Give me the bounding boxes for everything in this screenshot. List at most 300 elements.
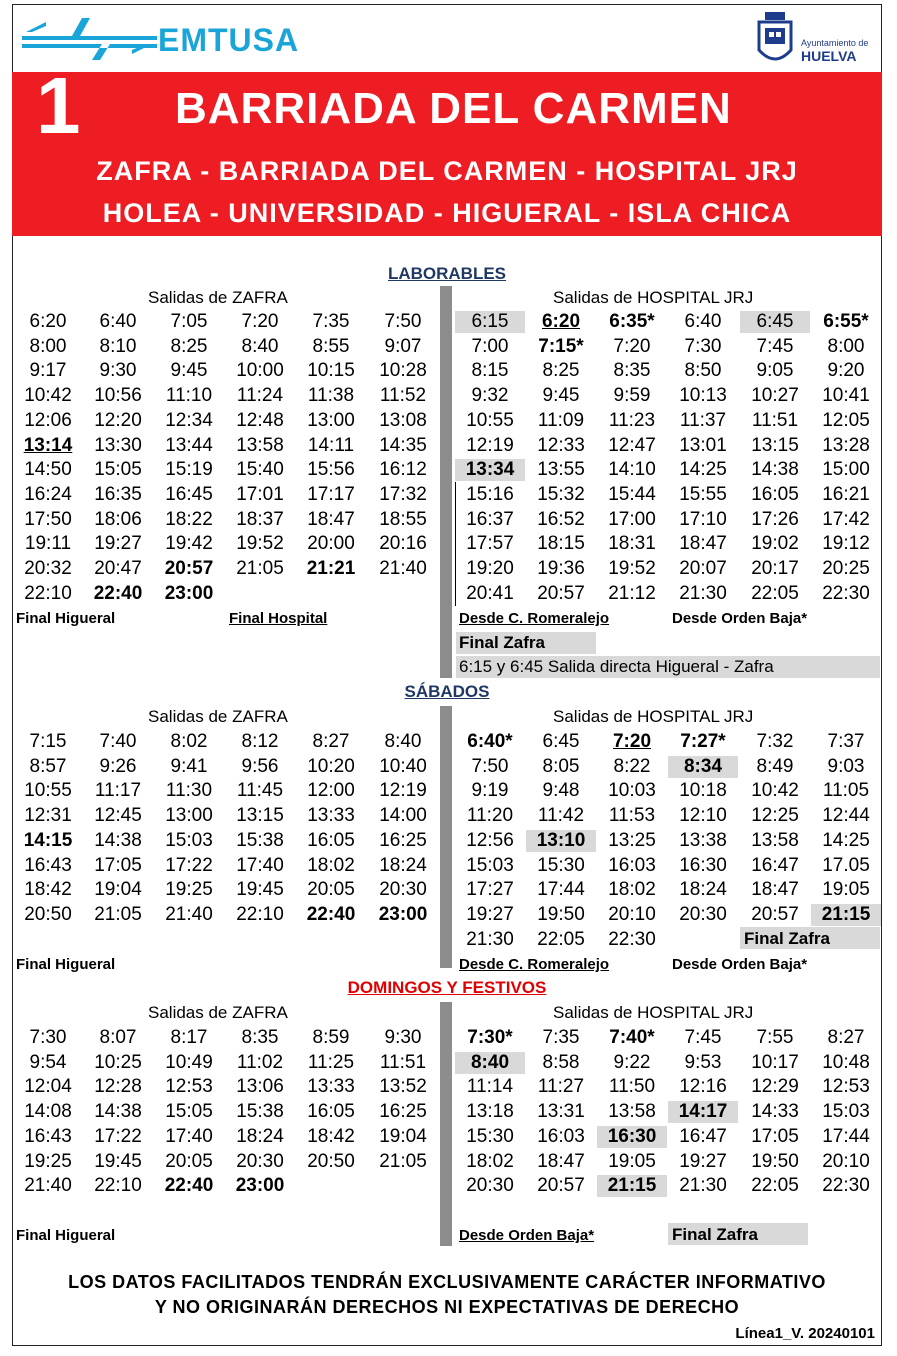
departure-time: 6:40* — [467, 731, 513, 752]
departure-time: 8:58 — [542, 1051, 580, 1073]
departure-time: 8:17 — [170, 1027, 208, 1048]
departure-time: 18:47 — [537, 1150, 585, 1172]
departure-time: 8:57 — [29, 755, 67, 777]
route-number: 1 — [36, 61, 81, 150]
departure-time: 21:40 — [379, 558, 427, 579]
column-separator — [440, 706, 452, 968]
departure-time: 12:31 — [24, 805, 72, 827]
departure-time: 11:10 — [165, 385, 213, 407]
departure-time: 17:44 — [537, 879, 585, 901]
departure-time: 20:30 — [466, 1175, 514, 1197]
departure-time: 17:00 — [608, 508, 656, 530]
coat-of-arms-icon — [755, 12, 795, 68]
departure-time: 11:51 — [379, 1051, 427, 1073]
departure-time: 13:52 — [379, 1076, 427, 1098]
departure-time: 15:55 — [679, 483, 727, 505]
route-stops-line-1: ZAFRA - BARRIADA DEL CARMEN - HOSPITAL JRJ — [96, 156, 798, 186]
departure-time: 18:47 — [307, 508, 355, 530]
note-desde-romeralejo: Desde C. Romeralejo — [459, 956, 610, 973]
departure-time: 20:10 — [608, 903, 656, 925]
departure-time: 18:31 — [608, 533, 656, 555]
departure-time: 19:42 — [165, 533, 213, 555]
departure-time: 22:05 — [751, 582, 799, 604]
departure-time: 13:00 — [307, 409, 355, 431]
departure-time: 16:47 — [751, 854, 799, 876]
departure-time: 15:05 — [165, 1101, 213, 1123]
column-separator — [440, 286, 452, 678]
right-column-label: Salidas de HOSPITAL JRJ — [553, 1003, 754, 1022]
departure-time: 17:22 — [165, 854, 213, 876]
huelva-logo — [755, 12, 869, 73]
departure-time: 21:40 — [165, 903, 213, 925]
departure-time: 11:24 — [236, 385, 284, 407]
departure-time: 21:30 — [679, 582, 727, 604]
departure-time: 7:15 — [29, 731, 67, 752]
departure-time: 14:38 — [94, 1101, 142, 1123]
departure-time: 9:26 — [99, 755, 137, 777]
departure-time: 14:38 — [94, 829, 142, 851]
note-final-higueral: Final Higueral — [16, 956, 116, 973]
departure-time: 9:53 — [684, 1051, 722, 1073]
departure-time: 12:25 — [751, 805, 799, 827]
departure-time: 22:10 — [94, 1175, 142, 1197]
departure-time: 19:05 — [822, 879, 870, 901]
departure-time: 22:05 — [751, 1175, 799, 1197]
departure-time: 17:01 — [236, 483, 284, 505]
departure-time: 11:52 — [379, 385, 427, 407]
departure-time: 19:50 — [537, 903, 585, 925]
departure-time: 20:57 — [537, 582, 585, 604]
departure-time: 20:41 — [466, 582, 514, 604]
departure-time: 8:35 — [241, 1027, 279, 1048]
departure-time: 19:04 — [379, 1125, 427, 1147]
departure-time: 8:50 — [684, 360, 722, 382]
departure-time: 9:45 — [170, 360, 208, 382]
departure-time: 15:03 — [165, 829, 213, 851]
departure-time: 18:24 — [679, 879, 727, 901]
departure-time: 11:09 — [537, 409, 585, 431]
departure-time: 9:30 — [99, 360, 137, 382]
departure-time: 6:20 — [29, 311, 67, 332]
departure-time: 13:58 — [236, 434, 284, 456]
departure-time: 12:34 — [165, 409, 213, 431]
departure-time: 8:27 — [827, 1027, 865, 1048]
departure-time: 18:02 — [466, 1150, 514, 1172]
departure-time: 20:16 — [379, 533, 427, 555]
departure-time: 8:49 — [756, 755, 794, 777]
departure-time: 18:47 — [679, 533, 727, 555]
departure-time: 20:00 — [307, 533, 355, 555]
departure-time: 15:30 — [466, 1125, 514, 1147]
departure-time: 19:52 — [236, 533, 284, 555]
departure-time: 19:27 — [679, 1150, 727, 1172]
departure-time: 16:05 — [307, 829, 355, 851]
departure-time: 6:55* — [823, 311, 869, 332]
departure-time: 6:45 — [740, 311, 810, 333]
departure-time: 10:49 — [165, 1051, 213, 1073]
departure-time: 17:22 — [94, 1125, 142, 1147]
departure-time: 20:17 — [751, 558, 799, 579]
departure-time: 16:24 — [24, 483, 72, 505]
departure-time: 19:50 — [751, 1150, 799, 1172]
departure-time: 8:59 — [312, 1027, 350, 1048]
departure-time: 7:05 — [170, 311, 208, 332]
departure-time: 7:15* — [538, 335, 584, 357]
departure-time: 17:57 — [466, 533, 514, 555]
departure-time: 12:00 — [307, 780, 355, 802]
departure-time: 9:19 — [471, 780, 509, 802]
departure-time: 19:20 — [466, 558, 514, 579]
departure-time: 10:20 — [307, 755, 355, 777]
city-name: HUELVA — [801, 48, 857, 64]
departure-time: 16:21 — [822, 483, 870, 505]
departure-time: 10:00 — [236, 360, 284, 382]
departure-time: 11:37 — [679, 409, 727, 431]
departure-time: 11:14 — [466, 1076, 514, 1098]
departure-time: 14:25 — [679, 459, 727, 481]
departure-time: 7:30 — [684, 335, 722, 357]
departure-time: 20:30 — [236, 1150, 284, 1172]
departure-time: 14:17 — [668, 1101, 738, 1123]
departure-time: 9:07 — [384, 335, 422, 357]
departure-time: 14:00 — [379, 805, 427, 827]
departure-time: 19:11 — [24, 533, 72, 555]
departure-time: 11:38 — [307, 385, 355, 407]
right-column-label: Salidas de HOSPITAL JRJ — [553, 707, 754, 726]
departure-time: 9:54 — [29, 1051, 67, 1073]
departure-time: 16:37 — [466, 508, 514, 530]
departure-time: 8:25 — [542, 360, 580, 382]
departure-time: 7:30* — [467, 1027, 513, 1048]
departure-time: 16:47 — [679, 1125, 727, 1147]
departure-time: 20:25 — [822, 558, 870, 579]
departure-time: 14:15 — [23, 829, 73, 851]
departure-time: 7:45 — [684, 1027, 722, 1048]
departure-time: 12:53 — [822, 1076, 870, 1098]
departure-time: 13:33 — [307, 805, 355, 827]
departure-time: 13:58 — [608, 1101, 656, 1123]
departure-time: 9:48 — [542, 780, 580, 802]
departure-time: 9:17 — [29, 360, 67, 382]
departure-time: 20:32 — [24, 558, 72, 579]
departure-time: 11:27 — [537, 1076, 585, 1098]
departure-time: 8:40 — [384, 731, 422, 752]
route-title: BARRIADA DEL CARMEN — [175, 84, 732, 133]
departure-time: 15:03 — [466, 854, 514, 876]
departure-time: 10:42 — [24, 385, 72, 407]
departure-time: 20:57 — [537, 1175, 585, 1197]
departure-time: 8:07 — [99, 1027, 137, 1048]
departure-time: 7:20 — [241, 311, 279, 332]
departure-time: 12:44 — [822, 805, 870, 827]
departure-time: 15:40 — [236, 459, 284, 481]
departure-time: 14:11 — [307, 434, 355, 456]
note-final-zafra: Final Zafra — [459, 633, 545, 652]
departure-time: 16:25 — [379, 1101, 427, 1123]
departure-time: 9:22 — [613, 1051, 651, 1073]
departure-time: 15:56 — [307, 459, 355, 481]
departure-time: 16:12 — [379, 459, 427, 481]
departure-time: 15:03 — [822, 1101, 870, 1123]
departure-time: 6:35* — [609, 311, 655, 332]
departure-time: 11:23 — [608, 409, 656, 431]
departure-time: 7:20 — [613, 335, 651, 357]
departure-time: 8:22 — [613, 755, 651, 777]
departure-time: 23:00 — [378, 903, 428, 925]
departure-time: 8:35 — [613, 360, 651, 382]
departure-time: 22:30 — [608, 928, 656, 950]
departure-time: 14:50 — [24, 459, 72, 481]
departure-time: 8:40 — [241, 335, 279, 357]
departure-time: 18:42 — [307, 1125, 355, 1147]
departure-time: 21:40 — [24, 1175, 72, 1197]
departure-time: 17:26 — [751, 508, 799, 530]
section-title-laborables: LABORABLES — [387, 264, 507, 283]
disclaimer-line-1: LOS DATOS FACILITADOS TENDRÁN EXCLUSIVAMENTE CARÁCTER INFORMATIVO — [68, 1272, 826, 1292]
departure-time: 21:30 — [679, 1175, 727, 1197]
departure-time: 12:53 — [165, 1076, 213, 1098]
version-label: Línea1_V. 20240101 — [735, 1325, 875, 1342]
departure-time: 19:25 — [24, 1150, 72, 1172]
departure-time: 11:30 — [165, 780, 213, 802]
departure-time: 8:12 — [241, 731, 279, 752]
note-final-hospital: Final Hospital — [229, 610, 328, 627]
departure-time: 21:12 — [608, 582, 656, 604]
departure-time: 13:10 — [526, 830, 596, 852]
departure-time: 8:34 — [668, 756, 738, 778]
departure-time: 16:43 — [24, 854, 72, 876]
departure-time: 12:56 — [466, 829, 514, 851]
departure-time: 22:30 — [822, 582, 870, 604]
departure-time: 22:40 — [306, 903, 356, 925]
departure-time: 19:45 — [236, 879, 284, 901]
departure-time: 11:51 — [751, 409, 799, 431]
departure-time: 10:42 — [751, 780, 799, 802]
departure-time: 21:05 — [94, 903, 142, 925]
departure-time: 10:27 — [751, 385, 799, 407]
departure-time: 14:10 — [608, 459, 656, 481]
departure-time: 13:01 — [679, 434, 727, 456]
departure-time: 17:40 — [165, 1125, 213, 1147]
departure-time: 19:45 — [94, 1150, 142, 1172]
departure-time: 11:53 — [608, 805, 656, 827]
departure-time: 18:06 — [94, 508, 142, 530]
departure-time: 16:52 — [537, 508, 585, 530]
departure-time: 9:56 — [241, 755, 279, 777]
departure-time: 23:00 — [235, 1175, 285, 1197]
departure-time: 11:42 — [537, 805, 585, 827]
departure-time: 19:12 — [822, 533, 870, 555]
departure-time: 17:17 — [307, 483, 355, 505]
departure-time: 19:52 — [608, 558, 656, 579]
departure-time: 22:10 — [236, 903, 284, 925]
column-separator — [440, 1002, 452, 1246]
departure-time: 7:27* — [680, 731, 726, 752]
departure-time: 11:20 — [466, 805, 514, 827]
departure-time: 21:15 — [597, 1175, 667, 1197]
departure-time: 14:33 — [751, 1101, 799, 1123]
departure-time: 15:44 — [608, 483, 656, 505]
departure-time: 18:42 — [24, 879, 72, 901]
departure-time: 13:55 — [537, 459, 585, 481]
departure-time: 13:15 — [751, 434, 799, 456]
departure-time: 10:17 — [751, 1051, 799, 1073]
right-column-label: Salidas de HOSPITAL JRJ — [553, 288, 754, 307]
departure-time: 17:42 — [822, 508, 870, 530]
departure-time: 12:06 — [24, 409, 72, 431]
departure-time: 13:34 — [455, 459, 525, 481]
departure-time: 20:10 — [822, 1150, 870, 1172]
departure-time: 20:05 — [165, 1150, 213, 1172]
departure-time: 16:05 — [307, 1101, 355, 1123]
departure-time: 15:00 — [822, 459, 870, 481]
departure-time: 20:50 — [307, 1150, 355, 1172]
departure-time: 20:50 — [24, 903, 72, 925]
route-stops-line-2: HOLEA - UNIVERSIDAD - HIGUERAL - ISLA CHICA — [102, 198, 792, 228]
departure-time: 6:45 — [542, 731, 580, 752]
departure-time: 13:31 — [537, 1101, 585, 1123]
note-desde-orden-baja: Desde Orden Baja* — [672, 610, 808, 627]
departure-time: 7:35 — [542, 1027, 580, 1048]
departure-time: 7:50 — [471, 755, 509, 777]
departure-time: 19:25 — [165, 879, 213, 901]
departure-time: 9:41 — [170, 755, 208, 777]
departure-time: 13:06 — [236, 1076, 284, 1098]
note-final-zafra: Final Zafra — [744, 929, 830, 948]
departure-time: 15:16 — [466, 483, 514, 505]
note-final-higueral: Final Higueral — [16, 1227, 116, 1244]
note-final-zafra: Final Zafra — [672, 1225, 758, 1244]
departure-time: 15:30 — [537, 854, 585, 876]
departure-time: 13:38 — [679, 829, 727, 851]
departure-time: 22:40 — [164, 1175, 214, 1197]
departure-time: 17:32 — [379, 483, 427, 505]
departure-time: 22:40 — [93, 582, 143, 604]
section-title-sabados: SÁBADOS — [404, 682, 490, 701]
departure-time: 17.05 — [822, 854, 870, 876]
departure-time: 8:05 — [542, 755, 580, 777]
departure-time: 22:30 — [822, 1175, 870, 1197]
departure-time: 12:16 — [679, 1076, 727, 1098]
departure-time: 17:44 — [822, 1125, 870, 1147]
departure-time: 15:38 — [236, 829, 284, 851]
left-column-label: Salidas de ZAFRA — [148, 1003, 288, 1022]
departure-time: 18:15 — [537, 533, 585, 555]
departure-time: 13:18 — [466, 1101, 514, 1123]
departure-time: 12:05 — [822, 409, 870, 431]
departure-time: 7:00 — [471, 335, 509, 357]
departure-time: 16:43 — [24, 1125, 72, 1147]
departure-time: 12:47 — [608, 434, 656, 456]
departure-time: 6:15 — [455, 311, 525, 333]
departure-time: 15:38 — [236, 1101, 284, 1123]
departure-time: 19:04 — [94, 879, 142, 901]
departure-time: 8:00 — [29, 335, 67, 357]
departure-time: 12:33 — [537, 434, 585, 456]
departure-time: 7:55 — [756, 1027, 794, 1048]
departure-time: 9:20 — [827, 360, 865, 382]
departure-time: 22:05 — [537, 928, 585, 950]
departure-time: 12:19 — [379, 780, 427, 802]
note-desde-romeralejo: Desde C. Romeralejo — [459, 610, 610, 627]
departure-time: 9:45 — [542, 385, 580, 407]
departure-time: 12:48 — [236, 409, 284, 431]
departure-time: 11:50 — [608, 1076, 656, 1098]
departure-time: 15:05 — [94, 459, 142, 481]
departure-time: 9:03 — [827, 755, 865, 777]
departure-time: 20:30 — [379, 879, 427, 901]
departure-time: 6:40 — [684, 311, 722, 332]
departure-time: 12:04 — [24, 1076, 72, 1098]
disclaimer-line-2: Y NO ORIGINARÁN DERECHOS NI EXPECTATIVAS DE DERECHO — [154, 1297, 740, 1317]
departure-time: 19:02 — [751, 533, 799, 555]
departure-time: 12:28 — [94, 1076, 142, 1098]
departure-time: 10:55 — [24, 780, 72, 802]
departure-time: 12:19 — [466, 434, 514, 456]
city-caption: Ayuntamiento de — [801, 38, 869, 48]
departure-time: 19:05 — [608, 1150, 656, 1172]
departure-time: 14:38 — [751, 459, 799, 481]
departure-time: 8:00 — [827, 335, 865, 357]
departure-time: 17:05 — [94, 854, 142, 876]
departure-time: 21:21 — [306, 558, 356, 579]
departure-time: 9:32 — [471, 385, 509, 407]
departure-time: 17:05 — [751, 1125, 799, 1147]
departure-time: 10:13 — [679, 385, 727, 407]
departure-time: 17:50 — [24, 508, 72, 530]
departure-time: 10:56 — [94, 385, 142, 407]
departure-time: 17:40 — [236, 854, 284, 876]
departure-time: 13:58 — [751, 829, 799, 851]
departure-time: 7:45 — [756, 335, 794, 357]
departure-time: 7:50 — [384, 311, 422, 332]
departure-time: 7:40* — [609, 1027, 655, 1048]
departure-time: 15:19 — [165, 459, 213, 481]
departure-time: 16:25 — [379, 829, 427, 851]
departure-time: 8:25 — [170, 335, 208, 357]
departure-time: 20:57 — [164, 558, 214, 579]
departure-time: 16:35 — [94, 483, 142, 505]
departure-time: 6:20 — [541, 311, 581, 332]
departure-time: 7:40 — [99, 731, 137, 752]
departure-time: 13:44 — [165, 434, 213, 456]
departure-time: 13:14 — [23, 434, 73, 456]
departure-time: 8:40 — [455, 1052, 525, 1074]
departure-time: 18:02 — [608, 879, 656, 901]
departure-time: 20:30 — [679, 903, 727, 925]
departure-time: 19:27 — [94, 533, 142, 555]
departure-time: 19:36 — [537, 558, 585, 579]
departure-time: 12:45 — [94, 805, 142, 827]
departure-time: 10:18 — [679, 780, 727, 802]
departure-time: 8:02 — [170, 731, 208, 752]
departure-time: 16:45 — [165, 483, 213, 505]
departure-time: 10:55 — [466, 409, 514, 431]
brand-name: EMTUSA — [158, 22, 300, 58]
note-desde-orden-baja: Desde Orden Baja* — [672, 956, 808, 973]
departure-time: 6:40 — [99, 311, 137, 332]
departure-time: 11:17 — [94, 780, 142, 802]
departure-time: 14:25 — [822, 829, 870, 851]
departure-time: 7:32 — [756, 731, 794, 752]
note-direct-departures: 6:15 y 6:45 Salida directa Higueral - Zafra — [459, 657, 774, 676]
departure-time: 11:02 — [236, 1051, 284, 1073]
departure-time: 10:25 — [94, 1051, 142, 1073]
emtusa-logo-icon — [22, 14, 157, 62]
departure-time: 11:05 — [822, 780, 870, 802]
departure-time: 10:15 — [307, 360, 355, 382]
departure-time: 8:55 — [312, 335, 350, 357]
